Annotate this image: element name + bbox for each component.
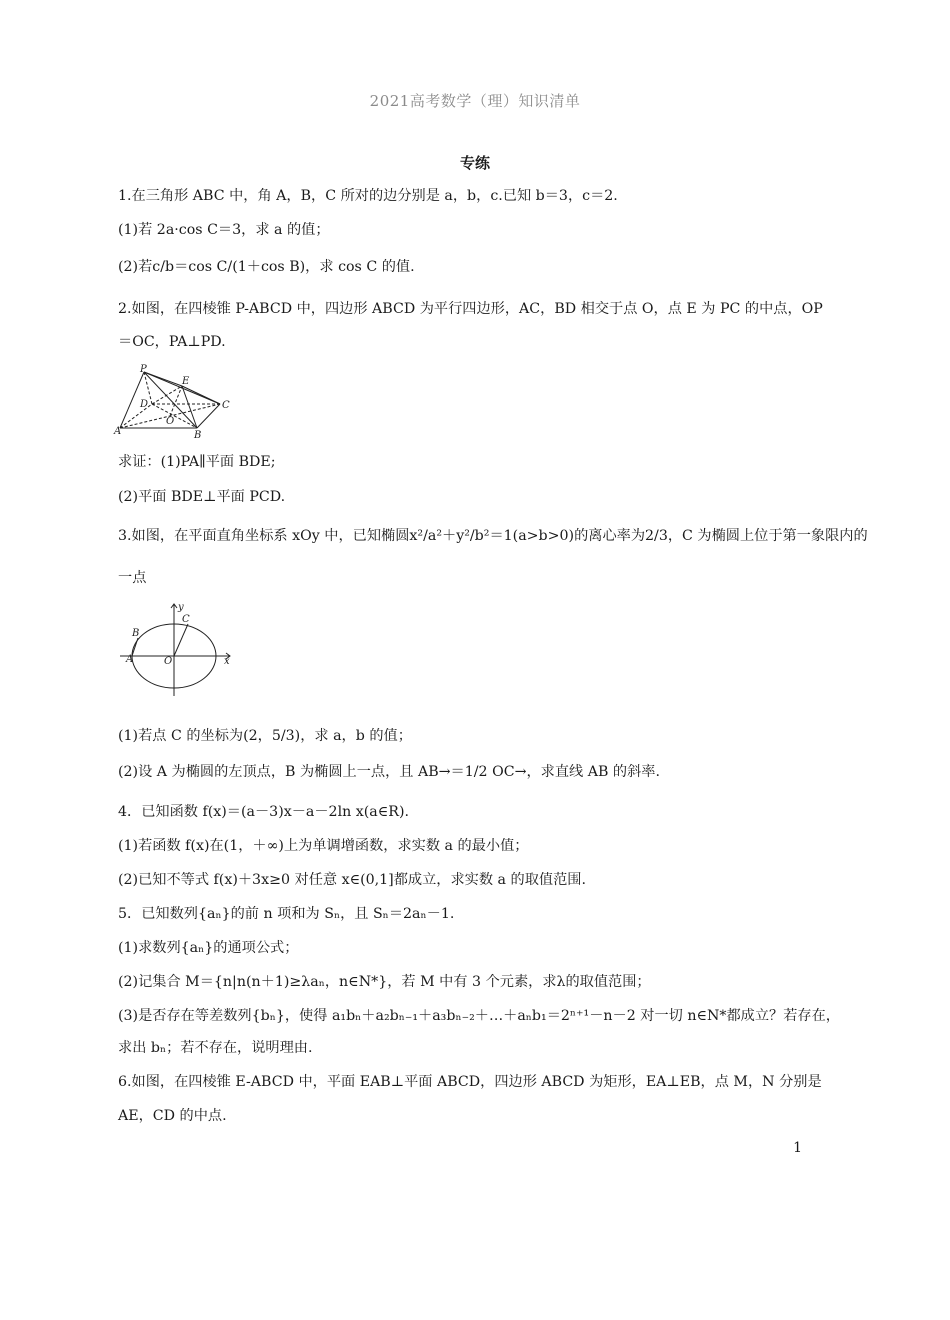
label-C: C bbox=[182, 614, 190, 625]
page-header: 2021高考数学（理）知识清单 bbox=[369, 92, 581, 110]
label-O: O bbox=[166, 416, 175, 427]
problem-3-part-1: (1)若点 C 的坐标为(2，5/3)，求 a，b 的值； bbox=[118, 728, 412, 744]
problem-2-statement: 2.如图，在四棱锥 P-ABCD 中，四边形 ABCD 为平行四边形，AC，BD 相交于点 O，点 E 为 PC 的中点，OP bbox=[118, 301, 823, 317]
problem-4-part-1: (1)若函数 f(x)在(1，＋∞)上为单调增函数，求实数 a 的最小值； bbox=[118, 838, 529, 854]
section-title: 专练 bbox=[459, 154, 490, 172]
problem-5-part-1: (1)求数列{aₙ}的通项公式； bbox=[118, 940, 299, 956]
problem-1-statement: 1.在三角形 ABC 中，角 A，B，C 所对的边分别是 a，b，c.已知 b＝3，c＝2. bbox=[118, 188, 618, 204]
problem-6-statement: 6.如图，在四棱锥 E-ABCD 中，平面 EAB⊥平面 ABCD，四边形 ABCD 为矩形，EA⊥EB，点 M，N 分别是 bbox=[118, 1074, 822, 1090]
page-number: 1 bbox=[793, 1140, 802, 1156]
problem-4-statement: 4．已知函数 f(x)＝(a－3)x－a－2ln x(a∈R). bbox=[118, 804, 409, 820]
label-x: x bbox=[224, 656, 230, 667]
pyramid-figure bbox=[112, 364, 242, 440]
problem-3-part-2: (2)设 A 为椭圆的左顶点，B 为椭圆上一点，且 AB→＝1/2 OC→，求直线 AB 的斜率. bbox=[118, 764, 660, 780]
problem-5-part-3-cont: 求出 bₙ；若不存在，说明理由. bbox=[118, 1040, 313, 1056]
problem-4-part-2: (2)已知不等式 f(x)＋3x≥0 对任意 x∈(0,1]都成立，求实数 a 的取值范围. bbox=[118, 872, 586, 888]
problem-5-part-3: (3)是否存在等差数列{bₙ}，使得 a₁bₙ＋a₂bₙ₋₁＋a₃bₙ₋₂＋…＋aₙb₁＝2ⁿ⁺¹－n－2 对一切 n∈N*都成立？若存在， bbox=[118, 1008, 840, 1024]
label-A: A bbox=[114, 426, 122, 437]
problem-3-statement: 3.如图，在平面直角坐标系 xOy 中，已知椭圆x²/a²＋y²/b²＝1(a>b>0)的离心率为2/3，C 为椭圆上位于第一象限内的 bbox=[118, 528, 868, 544]
label-B: B bbox=[194, 430, 202, 440]
problem-5-part-2: (2)记集合 M＝{n|n(n＋1)≥λaₙ，n∈N*}，若 M 中有 3 个元素，求λ的取值范围； bbox=[118, 974, 651, 990]
label-P: P bbox=[140, 364, 147, 375]
label-y: y bbox=[178, 602, 184, 613]
problem-1-part-2: (2)若c/b＝cos C/(1＋cos B)，求 cos C 的值. bbox=[118, 259, 415, 275]
problem-6-statement-cont: AE，CD 的中点. bbox=[118, 1108, 227, 1124]
problem-1-part-1: (1)若 2a·cos C＝3，求 a 的值； bbox=[118, 222, 330, 238]
label-A: A bbox=[126, 654, 134, 665]
label-D: D bbox=[140, 399, 149, 410]
problem-2-proof-2: (2)平面 BDE⊥平面 PCD. bbox=[118, 489, 286, 505]
ellipse-figure bbox=[116, 600, 236, 700]
label-B: B bbox=[132, 628, 140, 639]
label-O: O bbox=[164, 656, 173, 667]
problem-2-proof-1: 求证：(1)PA∥平面 BDE; bbox=[118, 454, 276, 470]
label-C: C bbox=[222, 400, 230, 411]
problem-2-statement-cont: ＝OC，PA⊥PD. bbox=[118, 334, 226, 350]
label-E: E bbox=[182, 376, 190, 387]
problem-5-statement: 5．已知数列{aₙ}的前 n 项和为 Sₙ，且 Sₙ＝2aₙ－1. bbox=[118, 906, 455, 922]
problem-3-statement-cont: 一点 bbox=[118, 570, 147, 586]
